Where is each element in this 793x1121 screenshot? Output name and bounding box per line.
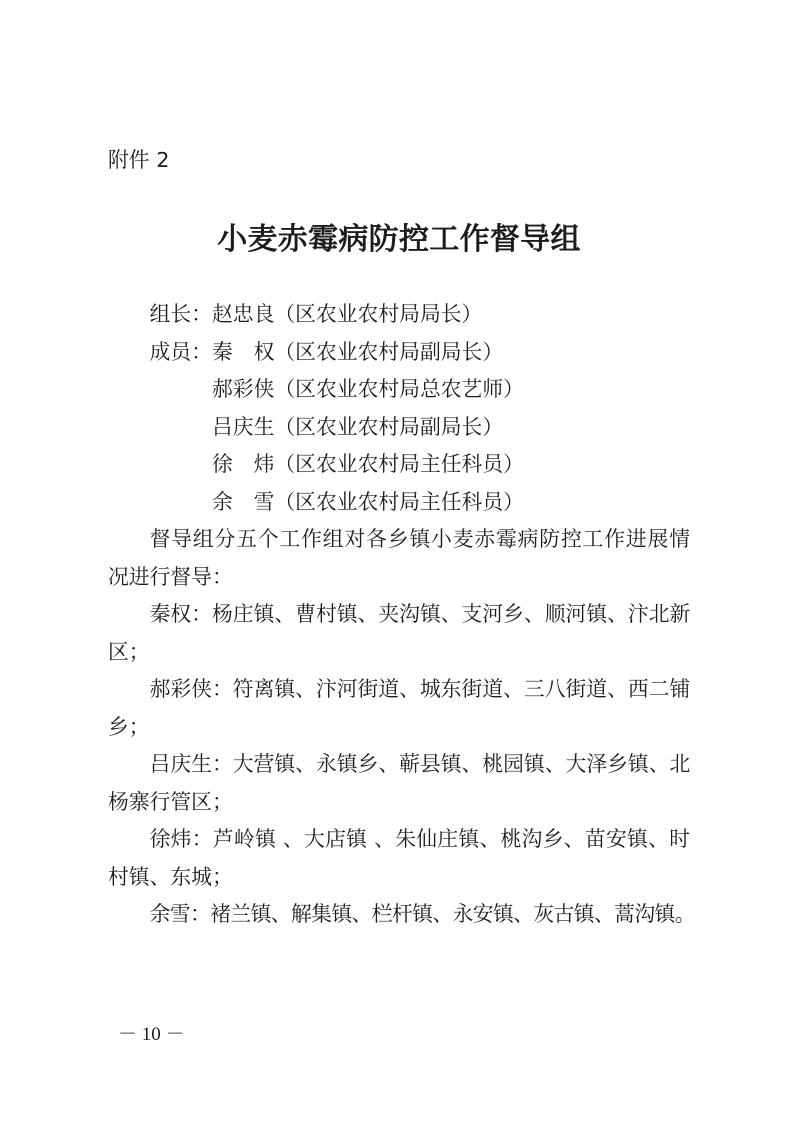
leader-line <box>108 296 690 334</box>
leader-name: 赵忠良（区农业农村局局长） <box>211 302 483 326</box>
attachment-label: 附件 2 <box>108 148 170 172</box>
assignment-line: 郝彩侠：符离镇、汴河街道、城东街道、三八街道、西二铺 <box>149 677 691 701</box>
assignment-line: 秦权：杨庄镇、曹村镇、夹沟镇、支河乡、顺河镇、汴北新 <box>149 602 691 626</box>
members-first-line <box>108 334 690 372</box>
member-item: 吕庆生（区农业农村局副局长） <box>212 414 504 439</box>
member-item: 徐 炜（区农业农村局主任科员） <box>212 452 524 476</box>
member-item: 郝彩侠（区农业农村局总农艺师） <box>212 377 524 401</box>
member-item: 秦 权（区农业农村局副局长） <box>211 339 504 364</box>
assignment-line: 村镇、东城； <box>108 864 233 889</box>
assignment-line: 乡； <box>108 714 150 739</box>
member-item: 余 雪（区农业农村局主任科员） <box>212 489 524 514</box>
assignment-line: 余雪：褚兰镇、解集镇、栏杆镇、永安镇、灰古镇、蒿沟镇。 <box>149 902 695 926</box>
document-body <box>108 296 695 934</box>
document-title: 小麦赤霉病防控工作督导组 <box>217 222 581 257</box>
assignment-line: 徐炜：芦岭镇 、大店镇 、朱仙庄镇、桃沟乡、苗安镇、时 <box>149 827 690 851</box>
intro-line: 况进行督导： <box>108 564 233 589</box>
members-label: 成员： <box>149 339 212 364</box>
intro-line: 督导组分五个工作组对各乡镇小麦赤霉病防控工作进展情 <box>149 527 690 551</box>
assignment-line: 区； <box>108 639 150 664</box>
assignment-line: 吕庆生：大营镇、永镇乡、蕲县镇、桃园镇、大泽乡镇、北 <box>149 752 691 776</box>
leader-label: 组长： <box>149 302 212 326</box>
assignment-line: 杨寨行管区； <box>108 789 233 814</box>
page-number: － 10 － <box>118 1024 185 1045</box>
